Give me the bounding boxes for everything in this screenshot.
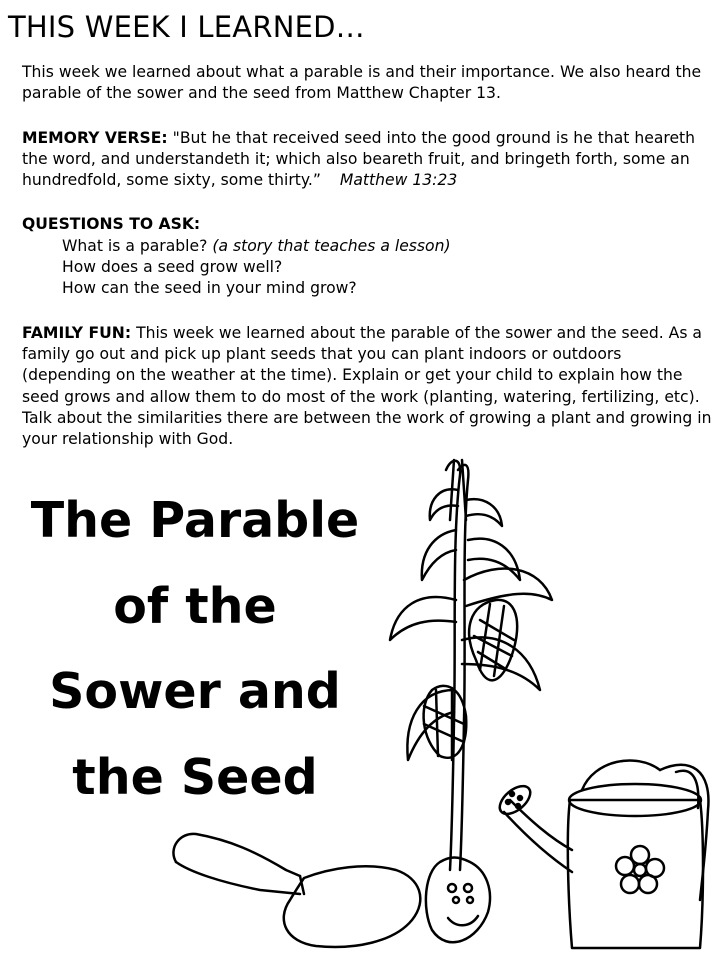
title-line: The Parable (30, 492, 360, 549)
trowel-icon (173, 834, 420, 947)
title-line: the Seed (72, 748, 318, 806)
page-heading: THIS WEEK I LEARNED… (8, 10, 365, 44)
memory-verse-reference: Matthew 13:23 (339, 171, 458, 190)
question-text: What is a parable? (62, 236, 208, 255)
intro-paragraph: This week we learned about what a parable is and their importance. We also heard the parable of the sower and the seed from Matthew Chapter 13. (22, 63, 702, 103)
question-answer: (a story that teaches a lesson) (212, 236, 451, 255)
title-line: of the (113, 577, 277, 635)
question-text: How can the seed in your mind grow? (62, 279, 357, 298)
seed-character-icon (426, 858, 490, 943)
corn-cob-icon (469, 600, 517, 680)
watering-can-icon (495, 760, 709, 948)
corn-stalk-icon (390, 460, 552, 870)
title-line: Sower and (49, 663, 341, 720)
memory-verse-text: "But he that received seed into the good ground is he that heareth the word, and understandeth it; which also beareth fruit, and bringeth forth, some an hundredfold, some sixty, some thirty.” (22, 128, 696, 190)
family-fun-label: FAMILY FUN: (22, 323, 132, 342)
family-fun-text: This week we learned about the parable of the sower and the seed. As a family go out and pick up plant seeds that you can plant indoors or outdoors (depending on the weather at the time). Explain or get your child to explain how the seed grows and allow them to do most of the work (planting, watering, fertilizing, etc). Talk about the similarities there are between the work of growing a plant and growing in your relationship with God. (22, 323, 712, 449)
questions-label: QUESTIONS TO ASK: (22, 215, 201, 234)
memory-verse-label: MEMORY VERSE: (22, 128, 168, 147)
question-text: How does a seed grow well? (62, 258, 283, 277)
